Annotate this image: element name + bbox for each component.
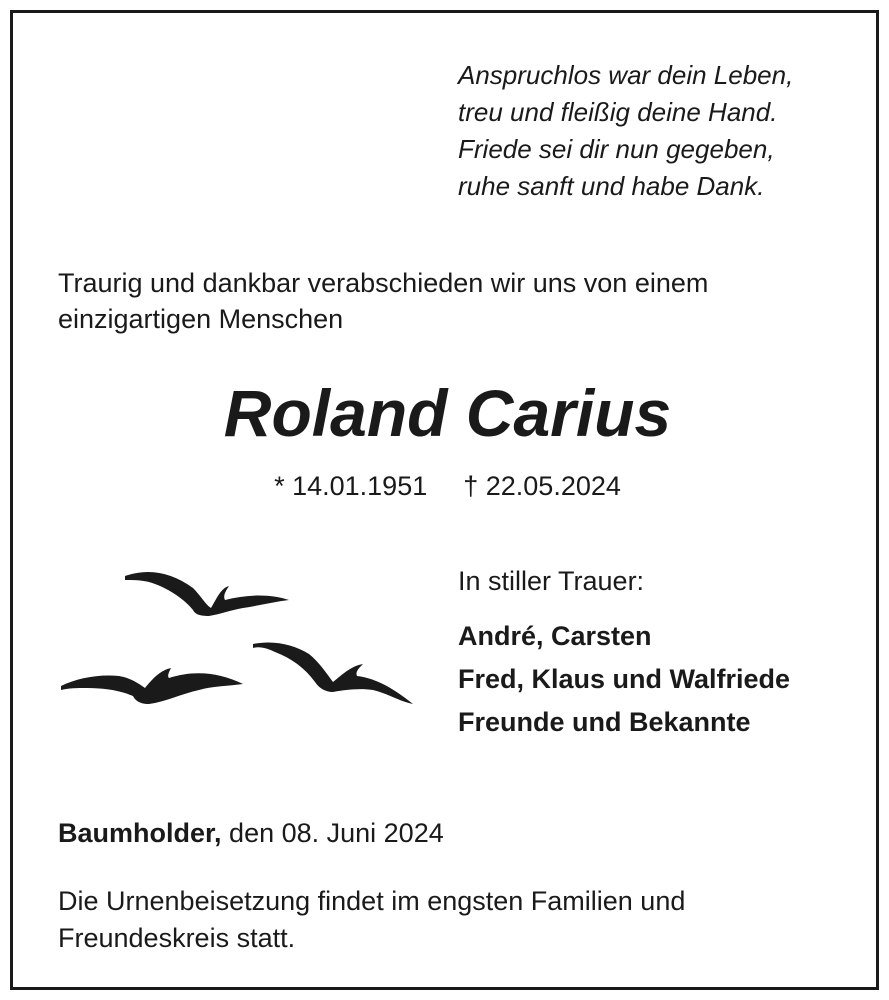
mourner-line: Fred, Klaus und Walfriede [458, 664, 791, 694]
birth-date: * 14.01.1951 [274, 471, 428, 501]
mourner-line: Freunde und Bekannte [458, 707, 751, 737]
place-date [58, 815, 444, 851]
life-dates [13, 468, 882, 504]
deceased-name: Roland Carius [223, 376, 672, 450]
intro-line: Traurig und dankbar verabschieden wir uns von einem [58, 268, 709, 298]
burial-notice [58, 883, 848, 957]
poem-line: ruhe sanft und habe Dank. [458, 171, 765, 201]
poem-line: Anspruchlos war dein Leben, [458, 60, 794, 90]
bird-icon [253, 642, 413, 704]
place-name: Baumholder, [58, 818, 222, 848]
poem-line: treu und fleißig deine Hand. [458, 97, 778, 127]
flying-birds-icon [53, 558, 413, 718]
mourners-list [458, 615, 790, 744]
notice-line: Freundeskreis statt. [58, 923, 296, 953]
notice-date: den 08. Juni 2024 [229, 818, 444, 848]
bird-icon [61, 668, 243, 704]
bird-icon [125, 572, 289, 616]
death-date: † 22.05.2024 [463, 471, 621, 501]
intro-line: einzigartigen Menschen [58, 304, 344, 334]
obituary-frame [10, 10, 879, 990]
mourners-label: In stiller Trauer: [458, 566, 645, 596]
intro-text [58, 265, 848, 337]
mourner-line: André, Carsten [458, 621, 652, 651]
notice-line: Die Urnenbeisetzung findet im engsten Familien und [58, 886, 686, 916]
poem-line: Friede sei dir nun gegeben, [458, 134, 775, 164]
poem [458, 57, 793, 205]
